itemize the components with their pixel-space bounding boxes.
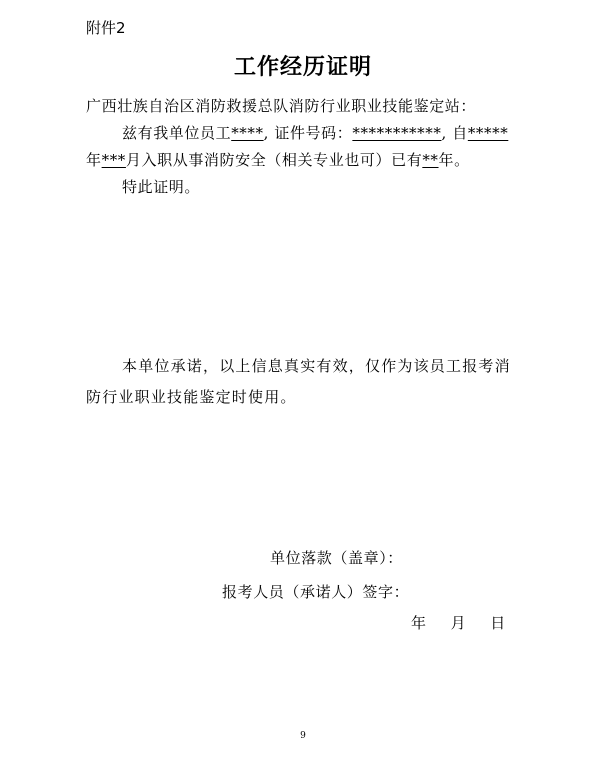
certification-line-2 <box>86 149 470 170</box>
closing-statement: 特此证明。 <box>122 178 201 196</box>
unit-seal-label: 单位落款（盖章）： <box>270 549 403 567</box>
date-year-label: 年 <box>411 614 427 632</box>
date-month-label: 月 <box>450 614 467 632</box>
employee-name-field: **** <box>231 124 264 142</box>
line1-mid1: , 证件号码： <box>263 124 353 142</box>
date-day-label: 日 <box>490 614 506 632</box>
line1-prefix: 兹有我单位员工 <box>122 124 232 142</box>
line2-end: 年。 <box>438 151 470 169</box>
applicant-signature-label: 报考人员（承诺人）签字： <box>222 583 410 601</box>
attachment-label: 附件2 <box>86 19 126 37</box>
addressee: 广西壮族自治区消防救援总队消防行业职业技能鉴定站： <box>86 97 477 115</box>
date-line <box>411 612 506 633</box>
id-number-field: *********** <box>352 124 442 142</box>
start-month-field: *** <box>101 151 126 169</box>
line2-text: 月入职从事消防安全（相关专业也可）已有 <box>125 151 423 169</box>
years-of-experience-field: ** <box>422 151 439 169</box>
line2-year-label: 年 <box>86 151 102 169</box>
certification-line-1 <box>122 122 508 143</box>
promise-line-1: 本单位承诺，以上信息真实有效，仅作为该员工报考消 <box>122 357 511 375</box>
page-number: 9 <box>300 731 306 741</box>
promise-line-2: 防行业职业技能鉴定时使用。 <box>86 388 297 406</box>
start-year-field: ***** <box>467 124 509 142</box>
document-title: 工作经历证明 <box>233 55 372 80</box>
line1-mid2: , 自 <box>441 124 468 142</box>
